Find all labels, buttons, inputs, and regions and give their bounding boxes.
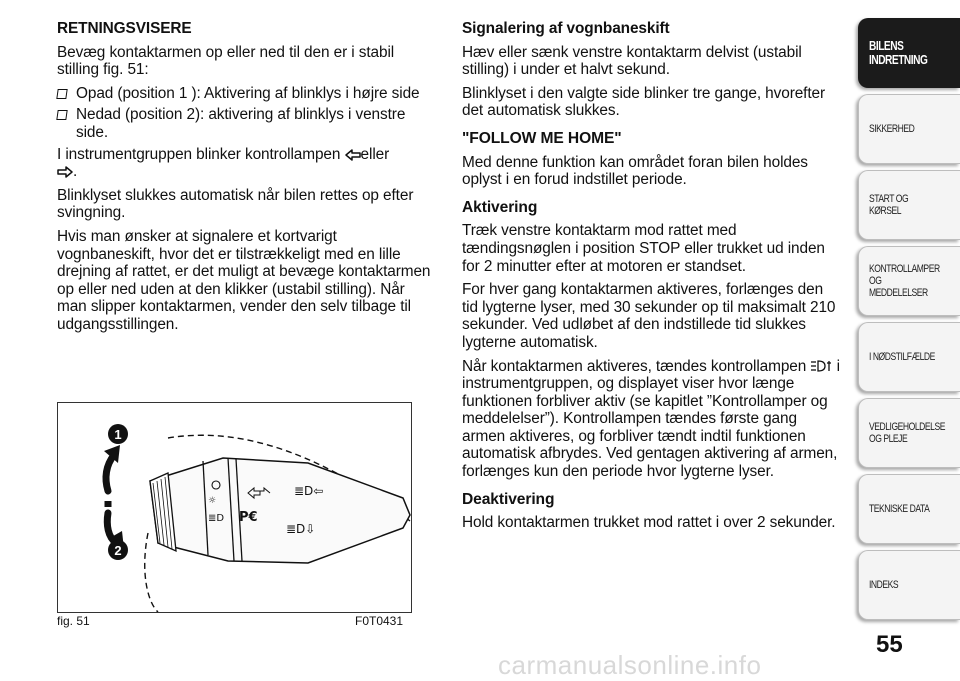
tab-indeks[interactable] [858,550,960,620]
left-column [57,20,432,340]
svg-text:≣D⇩: ≣D⇩ [286,522,316,536]
heading-activation: Aktivering [462,198,538,216]
right-column [462,20,840,538]
activation-text-post: i instrumentgruppen, og displayet viser hvor længe funktionen forbliver aktiv (se kapitlet ”Kontrollamper og meddelelser”). Kontrollampen tændes første gang armen aktiveres, og forbliver tændt indtil funktionen automatisk afbrydes. Ved gentagen aktivering af armen, forlænges kun den periode hvor lygterne lyser. [462,357,840,481]
heading-deactivation: Deaktivering [462,490,555,508]
bullet-text: Nedad (position 2): aktivering af blinklys i venstre side. [76,106,406,141]
paragraph-autoreset: Blinklyset slukkes automatisk når bilen rettes op efter svingning. [57,186,414,222]
tab-vedligeholdelse[interactable] [858,398,960,468]
tab-label: START OG KØRSEL [869,193,909,217]
tab-label: I NØDSTILFÆLDE [869,351,935,363]
bullet-text: Opad (position 1 ): Aktivering af blinklys i højre side [76,84,420,102]
tab-i-nodstilfaelde[interactable] [858,322,960,392]
marker-position-1: 1 [114,427,122,442]
paragraph-deactivation: Hold kontaktarmen trukket mod rattet i over 2 sekunder. [462,514,836,532]
paragraph-lane-change-1: Hæv eller sænk venstre kontaktarm delvist (ustabil stilling) i under et halvt sekund. [462,43,802,79]
tab-label: KONTROLLAMPER OG MEDDELELSER [869,263,940,299]
tab-label: INDEKS [869,579,899,591]
tab-label: SIKKERHED [869,123,915,135]
figure-caption: fig. 51 [57,614,90,628]
paragraph-activation-2: For hver gang kontaktarmen aktiveres, forlænges den tid lygterne lyser, med 30 sekunder op til maksimalt 210 sekunder. Ved udløbet af den indstillede tid slukkes lygterne automatisk. [462,281,836,351]
section-heading-retningsvisere: RETNINGSVISERE [57,20,192,37]
figure-turn-signal-stalk [57,402,412,613]
stalk-illustration [58,403,411,612]
figure-code: F0T0431 [355,614,404,628]
paragraph-activation-3 [462,358,840,481]
bullet-item [57,106,432,141]
indicator-paragraph [57,146,432,181]
paragraph-unstable-position: Hvis man ønsker at signalere et kortvarigt vognbaneskift, hvor det er tilstrækkeligt med en lille drejning af rattet, er det muligt at bevæge kontaktarmen op eller ned uden at den klikker (ustabil stilling). Når man slipper kontaktarmen, vender den selv tilbage til udgangsstillingen. [57,227,431,333]
arrow-left-outline-icon [345,149,361,161]
activation-text-pre: Når kontaktarmen aktiveres, tændes kontrollampen [462,357,807,375]
tab-label: TEKNISKE DATA [869,503,930,515]
arrow-right-outline-icon [57,166,73,178]
paragraph-follow-me-home: Med denne funktion kan området foran bilen holdes oplyst i en forud indstillet periode. [462,153,808,189]
svg-text:P€: P€ [239,510,258,525]
svg-text:☼: ☼ [208,496,217,506]
chapter-sidebar [858,18,960,618]
headlamp-follow-me-icon [810,359,832,373]
paragraph-lane-change-2: Blinklyset i den valgte side blinker tre gange, hvorefter det automatisk slukkes. [462,84,826,120]
indicator-text-mid: eller [360,145,390,163]
square-bullet-icon [56,89,67,99]
tab-kontrollamper[interactable] [858,246,960,316]
tab-sikkerhed[interactable] [858,94,960,164]
watermark: carmanualsonline.info [498,650,762,680]
tab-bilens-indretning[interactable] [858,18,960,88]
tab-label: BILENS INDRETNING [869,38,928,67]
page-number: 55 [876,631,903,658]
svg-text:≣D⇦: ≣D⇦ [294,484,324,498]
tab-label: VEDLIGEHOLDELSE OG PLEJE [869,421,945,445]
tab-start-og-korsel[interactable] [858,170,960,240]
indicator-text-pre: I instrumentgruppen blinker kontrollampen [57,145,341,163]
heading-lane-change: Signalering af vognbaneskift [462,20,670,37]
marker-position-2: 2 [114,543,122,558]
square-bullet-icon [56,110,67,120]
paragraph-activation-1: Træk venstre kontaktarm mod rattet med tændingsnøglen i position STOP eller trukket ud inden for 2 minutter efter at motoren er standset. [462,222,825,275]
svg-text:≣D: ≣D [208,513,225,524]
tab-tekniske-data[interactable] [858,474,960,544]
bullet-item [57,85,432,103]
indicator-text-post: . [73,163,78,181]
intro-paragraph: Bevæg kontaktarmen op eller ned til den er i stabil stilling fig. 51: [57,43,395,79]
heading-follow-me-home: "FOLLOW ME HOME" [462,129,622,147]
